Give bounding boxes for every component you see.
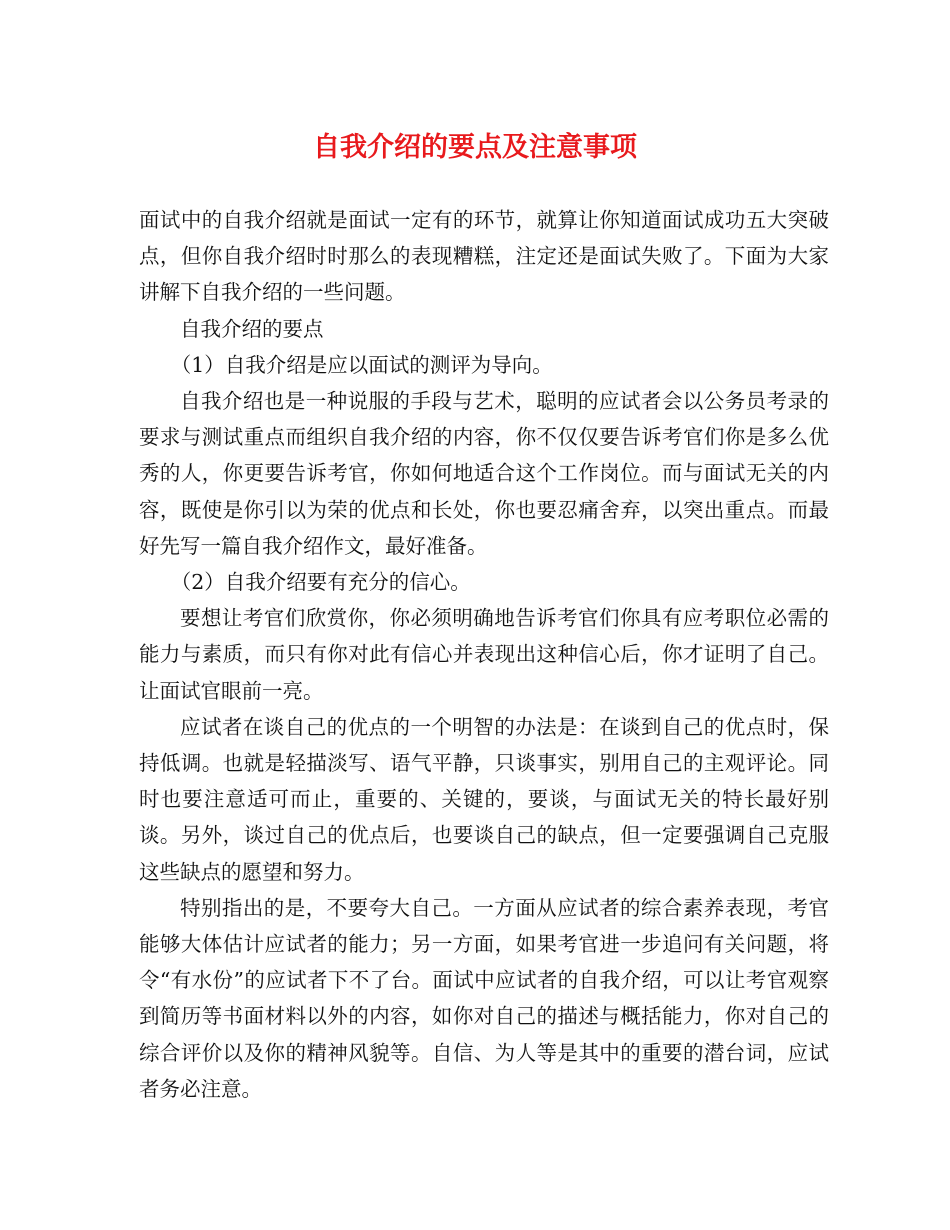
document-title: 自我介绍的要点及注意事项: [313, 132, 637, 163]
point-body-1: 自我介绍也是一种说服的手段与艺术，聪明的应试者会以公务员考录的要求与测试重点而组织自我介绍的内容，你不仅仅要告诉考官们你是多么优秀的人，你更要告诉考官，你如何地适合这个工作岗位。而与面试无关的内容，既使是你引以为荣的优点和长处，你也要忍痛舍弃，以突出重点。而最好先写一篇自我介绍作文，最好准备。: [139, 389, 829, 558]
point-heading-2: （2）自我介绍要有充分的信心。: [170, 570, 471, 595]
point-heading-1: （1）自我介绍是应以面试的测评为导向。: [170, 352, 553, 377]
document-body: [139, 202, 829, 1107]
advice-paragraph: 应试者在谈自己的优点的一个明智的办法是：在谈到自己的优点时，保持低调。也就是轻描淡写、语气平静，只谈事实，别用自己的主观评论。同时也要注意适可而止，重要的、关键的，要谈，与面试无关的特长最好别谈。另外，谈过自己的优点后，也要谈自己的缺点，但一定要强调自己克服这些缺点的愿望和努力。: [139, 714, 829, 884]
section-heading: 自我介绍的要点: [180, 316, 324, 341]
closing-paragraph: 特别指出的是，不要夸大自己。一方面从应试者的综合素养表现，考官能够大体估计应试者的能力；另一方面，如果考官进一步追问有关问题，将令“有水份”的应试者下不了台。面试中应试者的自我介绍，可以让考官观察到简历等书面材料以外的内容，如你对自己的描述与概括能力，你对自己的综合评价以及你的精神风貌等。自信、为人等是其中的重要的潜台词，应试者务必注意。: [139, 895, 829, 1101]
point-body-2: 要想让考官们欣赏你，你必须明确地告诉考官们你具有应考职位必需的能力与素质，而只有你对此有信心并表现出这种信心后，你才证明了自己。让面试官眼前一亮。: [139, 606, 829, 703]
intro-paragraph: 面试中的自我介绍就是面试一定有的环节，就算让你知道面试成功五大突破点，但你自我介绍时时那么的表现糟糕，注定还是面试失败了。下面为大家讲解下自我介绍的一些问题。: [139, 208, 829, 305]
